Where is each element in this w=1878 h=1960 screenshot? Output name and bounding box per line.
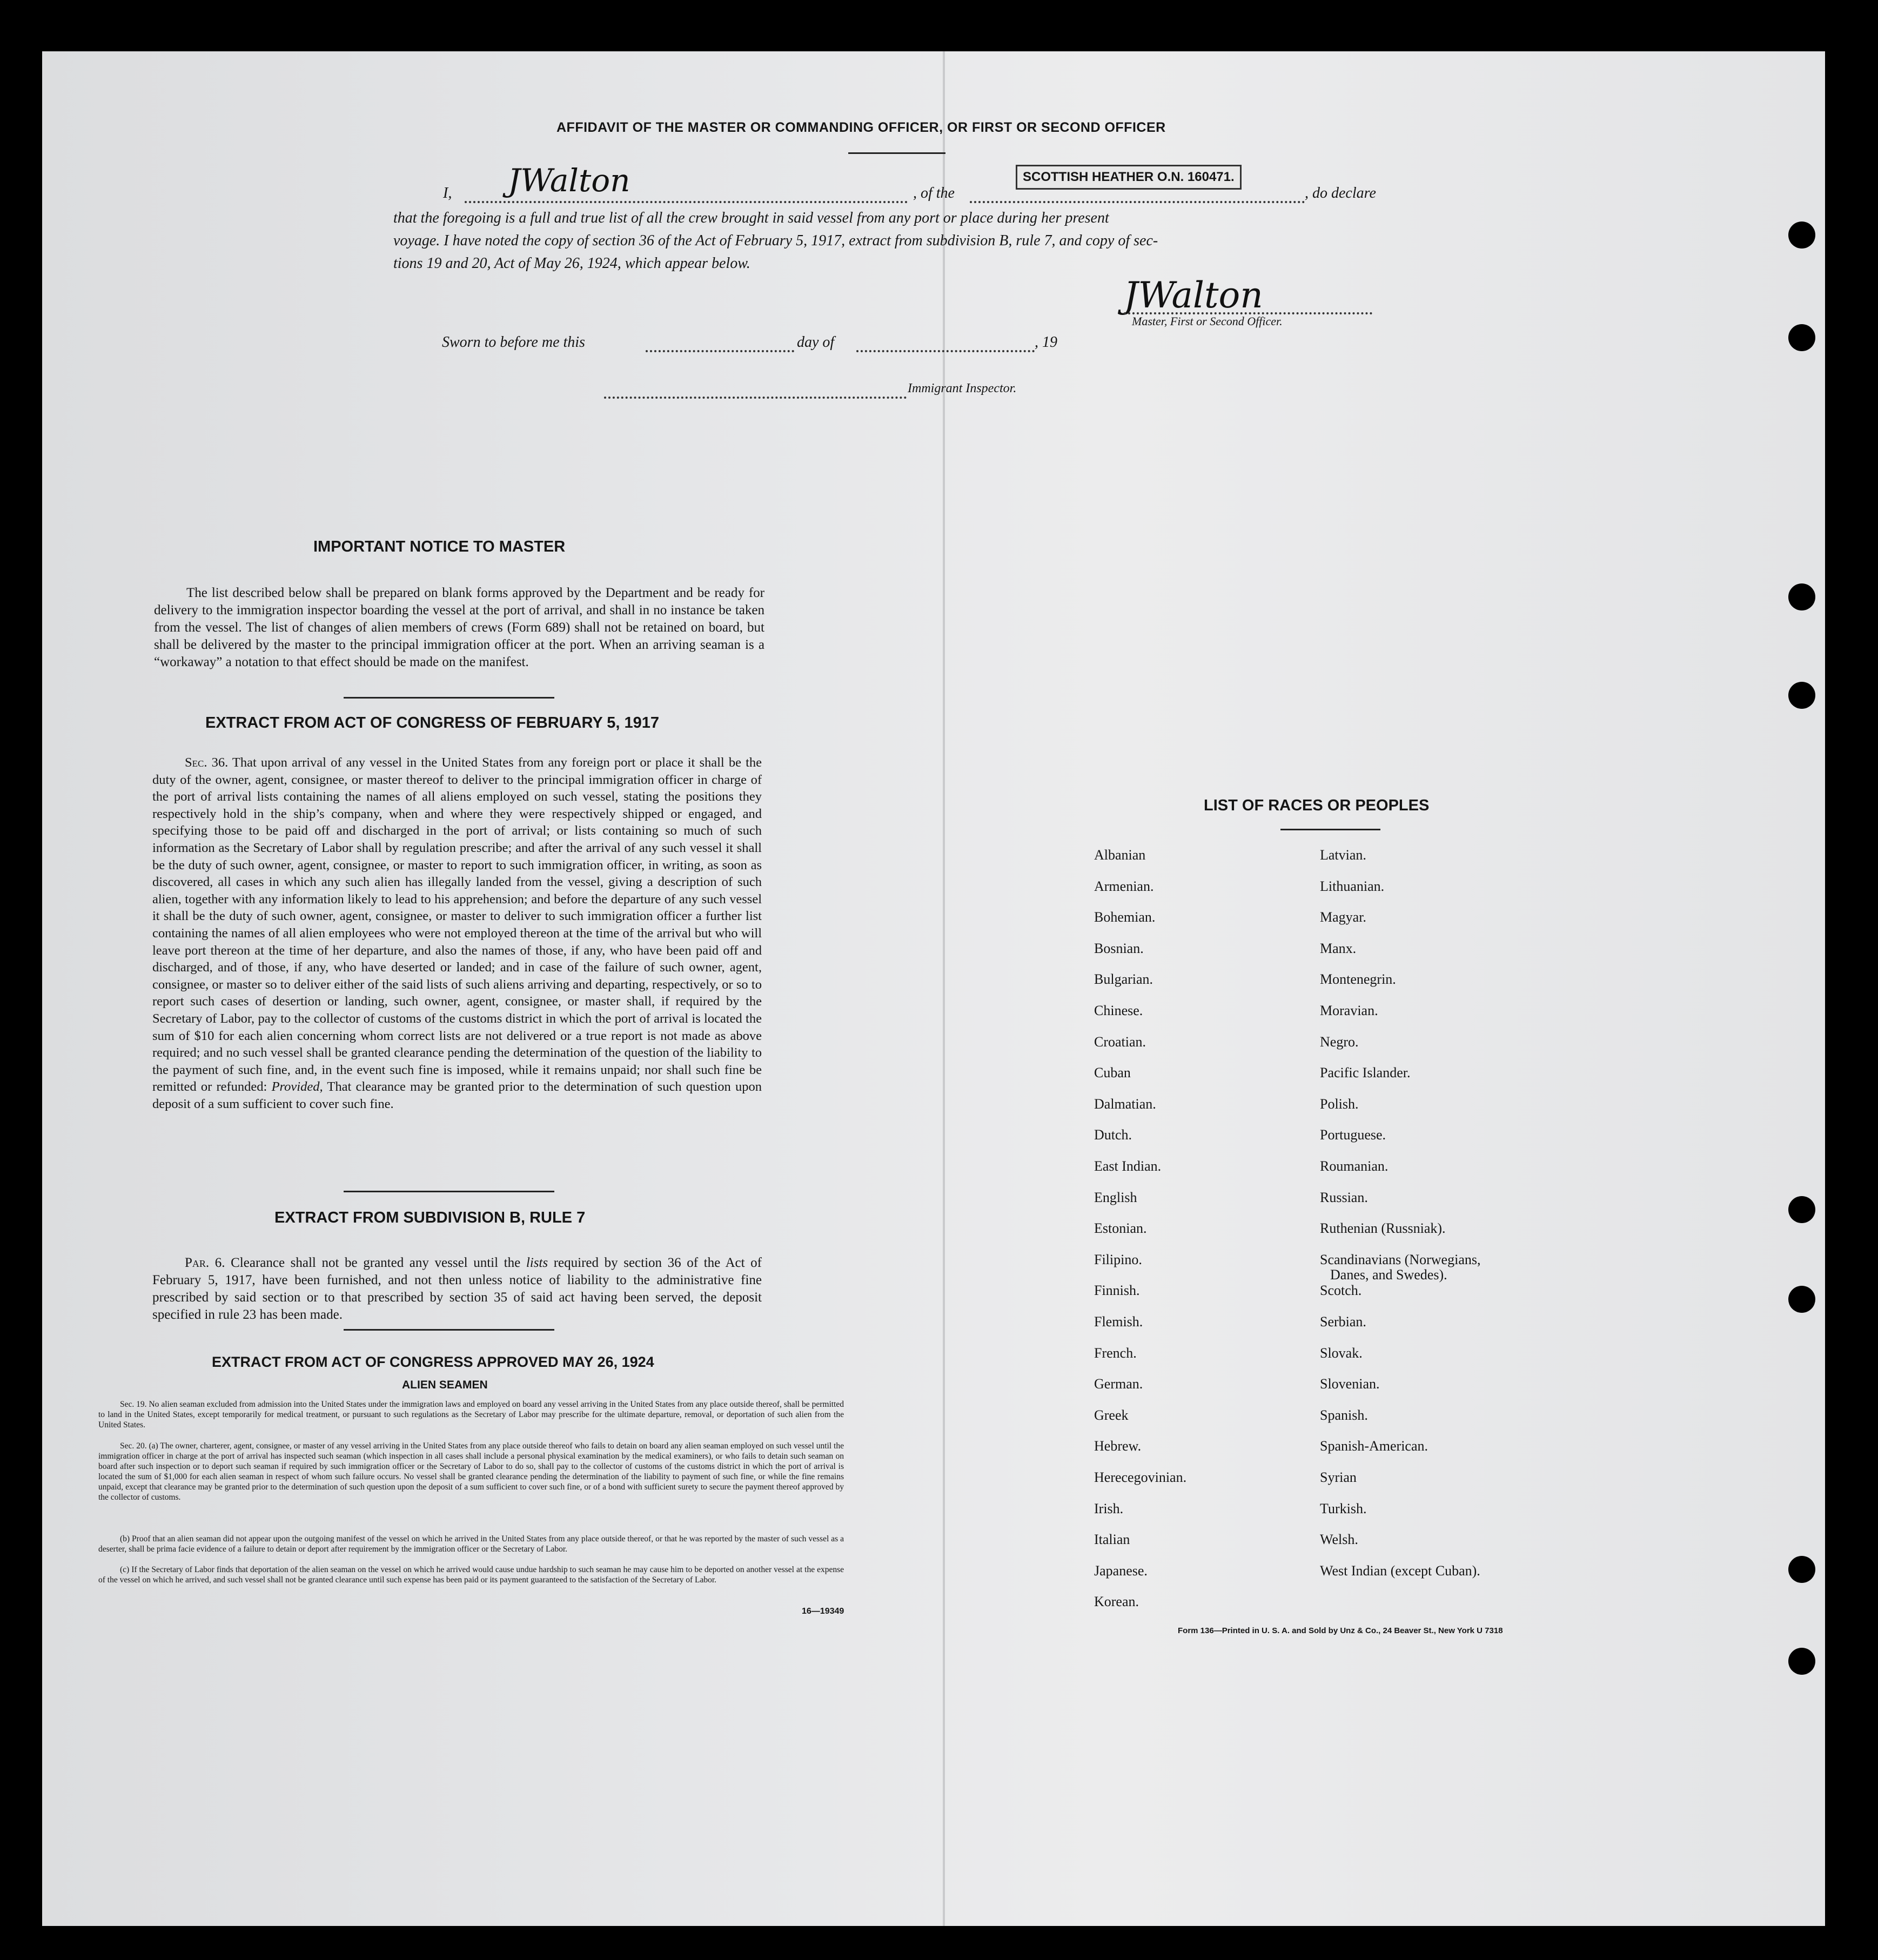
notice-rule <box>344 697 554 699</box>
binder-hole <box>1788 1556 1815 1583</box>
race-item: West Indian (except Cuban). <box>1320 1562 1480 1579</box>
notice-text: The list described below shall be prepared on blank forms approved by the Department and be ready for delivery to the immigration inspector boarding the vessel at the port of arrival, and shall in no instance be taken from the vessel. The list of changes of alien members of crews (Form 689) shall not be retained on board, but shall be delivered by the master to the principal immigration officer at the port. When an arriving seaman is a “workaway” a notation to that effect should be made on the manifest. <box>154 586 764 669</box>
rule7-text <box>152 1254 762 1324</box>
name-line <box>465 201 908 203</box>
binder-hole <box>1788 221 1815 249</box>
race-item: Syrian <box>1320 1469 1357 1485</box>
race-item: Magyar. <box>1320 909 1366 925</box>
race-item: Polish. <box>1320 1096 1359 1112</box>
race-item: Turkish. <box>1320 1500 1367 1516</box>
race-item: Bulgarian. <box>1094 971 1153 988</box>
vessel-stamp: SCOTTISH HEATHER O.N. 160471. <box>1016 165 1242 190</box>
race-item: Latvian. <box>1320 847 1366 863</box>
race-item: Moravian. <box>1320 1003 1378 1018</box>
inspector-line <box>604 397 907 399</box>
race-item: Negro. <box>1320 1033 1359 1050</box>
extract-1917-text <box>152 754 762 1112</box>
sec20b-text: (b) Proof that an alien seaman did not appear upon the outgoing manifest of the vessel on which he arrived in the United States from any place outside thereof, or that he was reported by the master of such vessel as a deserter, shall be prima facie evidence of a failure to detain or deport after requirement by the immigration officer or the Secretary of Labor. <box>98 1534 844 1554</box>
binder-hole <box>1788 1286 1815 1313</box>
race-item: East Indian. <box>1094 1158 1162 1174</box>
par6-label: Par. 6. <box>185 1256 225 1270</box>
rule7-title: EXTRACT FROM SUBDIVISION B, RULE 7 <box>274 1209 586 1226</box>
race-item: Albanian <box>1094 847 1146 863</box>
race-item: Danes, and Swedes). <box>1330 1266 1447 1283</box>
race-item: Flemish. <box>1094 1314 1143 1330</box>
race-item: Roumanian. <box>1320 1158 1389 1174</box>
race-item: Welsh. <box>1320 1532 1358 1548</box>
sec19-text: Sec. 19. No alien seaman excluded from admission into the United States under the immigration laws and employed on board any vessel arriving in the United States from any place outside thereof, shall be permitted to land in the United States, except temporarily for medical treatment, or pursuant to such regulations as the Secretary of Labor may prescribe for the ultimate departure, removal, or deportation of such alien from the United States. <box>98 1400 844 1429</box>
race-item: Spanish. <box>1320 1407 1368 1423</box>
provided-word: Provided, <box>271 1079 323 1095</box>
binder-hole <box>1788 1196 1815 1223</box>
race-item: Croatian. <box>1094 1033 1146 1050</box>
vessel-line <box>970 201 1305 203</box>
binder-hole <box>1788 682 1815 709</box>
race-item: Slovak. <box>1320 1345 1363 1361</box>
race-item: Finnish. <box>1094 1283 1140 1299</box>
race-item: French. <box>1094 1345 1137 1361</box>
sworn-month-line <box>856 350 1035 352</box>
affidavit-line-2: that the foregoing is a full and true list of all the crew brought in said vessel from any port or place during her present <box>393 210 1109 226</box>
extract-1924-title: EXTRACT FROM ACT OF CONGRESS APPROVED MAY 26, 1924 <box>212 1354 654 1370</box>
day-of-label: day of <box>797 334 835 351</box>
race-item: Scandinavians (Norwegians, <box>1320 1251 1481 1267</box>
master-signature: JWalton <box>508 162 631 199</box>
rule7-bottom-rule <box>344 1329 554 1331</box>
rule7-text-b: required by section 36 of the Act of February 5, 1917, have been furnished, and not then unless notice of liability to the administrative fine prescribed by said section or to that prescribed by section 35 of said act having been served, the deposit specified in rule 23 has been made. <box>152 1256 762 1322</box>
race-item: Italian <box>1094 1532 1130 1548</box>
sworn-day-line <box>646 350 794 352</box>
sec20a-text: Sec. 20. (a) The owner, charterer, agent, consignee, or master of any vessel arriving in the United States from any place outside thereof who fails to detain on board any alien seaman employed on such vessel until the immigration officer in charge at the port of arrival has inspected such seaman (which inspection in all cases shall include a personal physical examination by the medical examiners), or who fails to detain such seaman on board after such inspection or to deport such seaman if required by such immigration officer or the Secretary of Labor to do so, shall pay to the collector of customs of the customs district in which the port of arrival is located the sum of $1,000 for each alien seaman in respect of whom such failure occurs. No vessel shall be granted clearance pending the determination of the liability to payment of such fine, or while the fine remains unpaid, except that clearance may be granted prior to the determination of such question upon the deposit of a sum sufficient to cover such fine, or of a bond with sufficient surety to secure the payment thereof approved by the collector of customs. <box>98 1441 844 1502</box>
race-item: Armenian. <box>1094 878 1154 894</box>
race-item: Dutch. <box>1094 1127 1132 1143</box>
alien-seamen-subtitle: ALIEN SEAMEN <box>402 1379 488 1391</box>
section-36-body: That upon arrival of any vessel in the United States from any foreign port or place it shall be the duty of the owner, agent, consignee, or master thereof to deliver to the principal immigration officer in charge of the port of arrival lists containing the names of all aliens employed on such vessel, stating the positions they respectively hold in the ship’s company, when and where they were respectively shipped or engaged, and specifying those to be paid off and discharged in the port of arrival; or lists containing so much of such information as the Secretary of Labor shall by regulation prescribe; and after the arrival of any such vessel it shall be the duty of such owner, agent, consignee, or master to report to such immigration officer, in writing, as soon as discovered, all cases in which any such alien has illegally landed from the vessel, giving a description of such alien, together with any information likely to lead to his apprehension; and before the departure of any such vessel it shall be the duty of such owner, agent, consignee, or master to deliver to such immigration officer a further list containing the names of all alien employees who were not employed thereon at the time of the arrival but who will leave port thereon at the time of her departure, and also the names of those, if any, who have been paid off and discharged, and of those, if any, who have deserted or landed; and in case of the failure of such owner, agent, consignee, or master so to deliver either of the said lists of such aliens arriving and departing, respectively, or so to report such cases of desertion or landing, such owner, agent, consignee, or master shall, if required by the Secretary of Labor, pay to the collector of customs of the customs district in which the port of arrival is located the sum of $10 for each alien concerning whom correct lists are not delivered or a true report is not made as above required; and no such vessel shall be granted clearance pending the determination of the question of the liability to the payment of such fine, and, in the event such fine is imposed, while it remains unpaid; nor shall such fine be remitted or refunded: <box>152 755 762 1095</box>
races-title: LIST OF RACES OR PEOPLES <box>1204 797 1430 814</box>
race-item: Japanese. <box>1094 1562 1148 1579</box>
race-item: Pacific Islander. <box>1320 1065 1411 1081</box>
race-item: Montenegrin. <box>1320 971 1396 988</box>
binder-hole <box>1788 583 1815 610</box>
master-label: Master, First or Second Officer. <box>1132 314 1283 328</box>
master-signature-2: JWalton <box>1124 274 1263 316</box>
race-item: Cuban <box>1094 1065 1131 1081</box>
race-item: Hebrew. <box>1094 1438 1142 1454</box>
rule7-text-a: Clearance shall not be granted any vessel until the <box>231 1256 521 1270</box>
page-fold <box>943 51 945 1926</box>
title-rule <box>848 152 945 154</box>
race-item: Scotch. <box>1320 1283 1362 1299</box>
extract-1917-title: EXTRACT FROM ACT OF CONGRESS OF FEBRUARY 5, 1917 <box>205 714 660 731</box>
race-item: Filipino. <box>1094 1251 1142 1267</box>
sworn-label: Sworn to before me this <box>442 334 585 351</box>
race-item: Bosnian. <box>1094 940 1144 956</box>
notice-title: IMPORTANT NOTICE TO MASTER <box>313 538 566 555</box>
race-item: Irish. <box>1094 1500 1124 1516</box>
rule7-top-rule <box>344 1191 554 1192</box>
race-item: Herecegovinian. <box>1094 1469 1187 1485</box>
inspector-label: Immigrant Inspector. <box>908 381 1017 395</box>
race-item: Serbian. <box>1320 1314 1366 1330</box>
affidavit-line-3: voyage. I have noted the copy of section 36 of the Act of February 5, 1917, extract from subdivision B, rule 7, and copy of sec- <box>393 232 1158 249</box>
race-item: Russian. <box>1320 1189 1368 1205</box>
sec20c-text: (c) If the Secretary of Labor finds that deportation of the alien seaman on the vessel on which he arrived would cause undue hardship to such seaman he may cause him to be deported on another vessel at the expense of the vessel on which he arrived, and such vessel shall not be granted clearance until such expense has been paid or its payment guaranteed to the satisfaction of the Secretary of Labor. <box>98 1565 844 1585</box>
year-label: , 19 <box>1035 334 1057 351</box>
section-36-end: That clearance may be granted prior to the determination of such question upon deposit of a sum sufficient to cover such fine. <box>152 1079 762 1111</box>
race-item: Lithuanian. <box>1320 878 1385 894</box>
do-declare-label: , do declare <box>1305 185 1376 202</box>
race-item: Portuguese. <box>1320 1127 1386 1143</box>
race-item: Chinese. <box>1094 1003 1143 1018</box>
section-36-label: Sec. 36. <box>185 755 229 770</box>
affidavit-title: AFFIDAVIT OF THE MASTER OR COMMANDING OFFICER, OR FIRST OR SECOND OFFICER <box>556 120 1166 135</box>
affidavit-line-4: tions 19 and 20, Act of May 26, 1924, which appear below. <box>393 255 750 272</box>
race-item: German. <box>1094 1376 1143 1392</box>
form-code: 16—19349 <box>802 1607 844 1616</box>
race-item: Manx. <box>1320 940 1357 956</box>
race-item: Bohemian. <box>1094 909 1156 925</box>
binder-hole <box>1788 324 1815 351</box>
race-item: Dalmatian. <box>1094 1096 1156 1112</box>
lists-word: lists <box>526 1256 548 1270</box>
printer-footer: Form 136—Printed in U. S. A. and Sold by Unz & Co., 24 Beaver St., New York U 7318 <box>1178 1626 1503 1635</box>
race-item: Greek <box>1094 1407 1129 1423</box>
binder-hole <box>1788 1648 1815 1675</box>
race-item: Spanish-American. <box>1320 1438 1428 1454</box>
of-the-label: , of the <box>913 185 955 202</box>
race-item: Slovenian. <box>1320 1376 1380 1392</box>
race-item: English <box>1094 1189 1137 1205</box>
race-item: Estonian. <box>1094 1220 1147 1237</box>
race-item: Ruthenian (Russniak). <box>1320 1220 1446 1237</box>
race-item: Korean. <box>1094 1594 1139 1610</box>
races-rule <box>1280 829 1380 830</box>
affidavit-prefix: I, <box>443 185 452 202</box>
